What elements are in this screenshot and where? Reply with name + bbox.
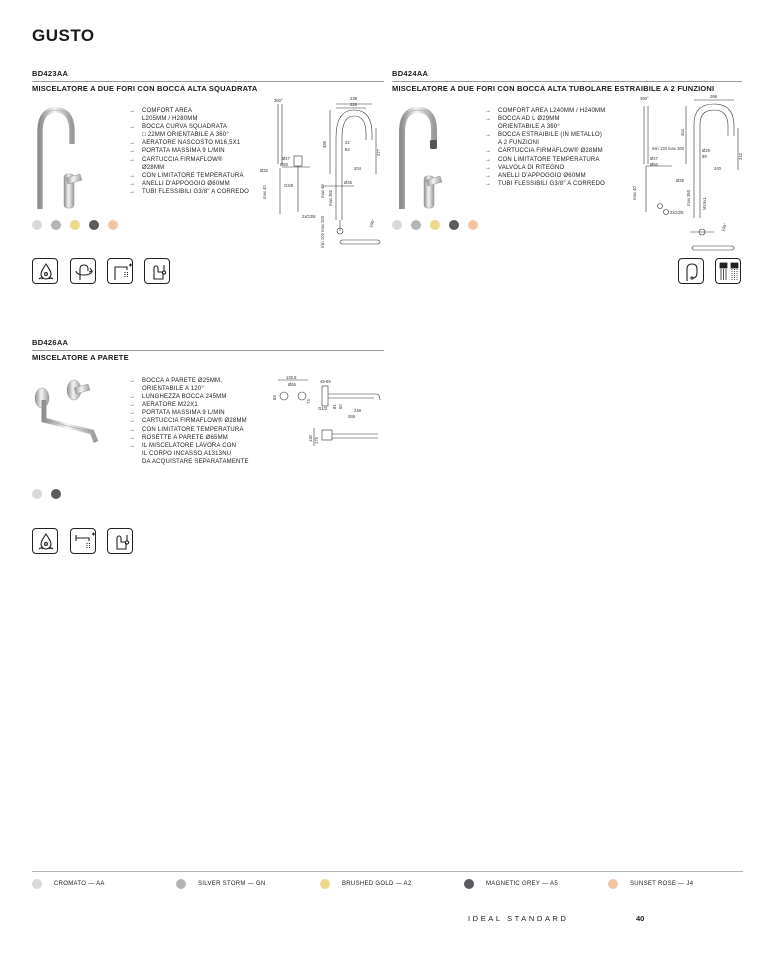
aerator-icon bbox=[70, 528, 96, 554]
drawing-label: 81 bbox=[332, 404, 337, 409]
temperature-limiter-icon bbox=[144, 258, 170, 284]
product-image-bd424aa bbox=[390, 104, 470, 214]
feature-item: → AERATORE M22X1 bbox=[129, 401, 249, 409]
drawing-label: 130 bbox=[308, 435, 313, 442]
feature-item: → COMFORT AREA L205MM / H280MM bbox=[129, 107, 249, 123]
drawing-label: Ø35 bbox=[676, 178, 684, 183]
drawing-label: 240 bbox=[714, 166, 721, 171]
divider bbox=[392, 81, 742, 82]
finish-swatch-brushed-gold bbox=[430, 220, 440, 230]
swivel-spout-icon bbox=[70, 258, 96, 284]
drawing-label: 60 bbox=[338, 404, 343, 409]
drawing-label: 242 bbox=[738, 153, 743, 160]
drawing-label: 360° bbox=[274, 98, 283, 103]
page-number: 40 bbox=[636, 914, 645, 923]
feature-item: → IL MISCELATORE LAVORA CON IL CORPO INCASSO A1313NU DA ACQUISTARE SEPARATAMENTE bbox=[129, 442, 249, 466]
feature-item: → CON LIMITATORE TEMPERATURA bbox=[129, 172, 249, 180]
drawing-label: 83 bbox=[272, 395, 277, 400]
feature-item: → BOCCA AD L Ø29MM ORIENTABILE A 360° bbox=[485, 115, 605, 131]
pull-out-hose-icon bbox=[678, 258, 704, 284]
drawing-label: Ø32 bbox=[260, 168, 268, 173]
feature-item: → CON LIMITATORE TEMPERATURA bbox=[129, 426, 249, 434]
feature-item: → PORTATA MASSIMA 9 L/MIN bbox=[129, 147, 249, 155]
product-name: MISCELATORE A DUE FORI CON BOCCA ALTA TUBOLARE ESTRAIBILE A 2 FUNZIONI bbox=[392, 84, 715, 93]
feature-item: → ROSETTE A PARETE Ø65MM bbox=[129, 434, 249, 442]
legend-label: BRUSHED GOLD — A2 bbox=[342, 881, 412, 887]
legend-label: SUNSET ROSE — J4 bbox=[630, 881, 694, 887]
drawing-label: max 350 bbox=[686, 189, 691, 206]
product-image-bd426aa bbox=[30, 376, 110, 456]
drawing-label: 360° bbox=[640, 96, 649, 101]
drawing-label: 2xG3/8 bbox=[302, 214, 316, 219]
legend-label: MAGNETIC GREY — A5 bbox=[486, 881, 558, 887]
finish-swatch-magnetic-grey bbox=[89, 220, 99, 230]
divider bbox=[32, 350, 384, 351]
drawing-label: Ø35 bbox=[344, 180, 352, 185]
drawing-label: 100° bbox=[368, 218, 376, 229]
drawing-label: 226 bbox=[350, 102, 357, 107]
drawing-label: 84 bbox=[345, 147, 350, 152]
finish-swatch-magnetic-grey bbox=[51, 489, 61, 499]
finish-swatch-cromato bbox=[32, 220, 42, 230]
water-saving-icon bbox=[32, 258, 58, 284]
drawing-label: max 40 bbox=[632, 186, 637, 200]
drawing-label: 2xG3/8 bbox=[670, 210, 684, 215]
finish-swatch-brushed-gold bbox=[70, 220, 80, 230]
legend-swatch-magnetic-grey bbox=[464, 879, 474, 889]
feature-item: → CARTUCCIA FIRMAFLOW® Ø28MM bbox=[129, 156, 249, 172]
finish-swatch-silver-storm bbox=[51, 220, 61, 230]
legend-swatch-sunset-rose bbox=[608, 879, 618, 889]
divider bbox=[32, 81, 384, 82]
drawing-label: 22 bbox=[345, 140, 350, 145]
feature-item: → TUBI FLESSIBILI G3/8" A CORREDO bbox=[129, 188, 249, 196]
page-title: GUSTO bbox=[32, 26, 95, 45]
finish-swatch-sunset-rose bbox=[108, 220, 118, 230]
technical-drawing-bd423aa bbox=[258, 94, 386, 250]
drawing-label: Ø47 bbox=[650, 156, 658, 161]
technical-drawing-bd424aa bbox=[628, 94, 746, 254]
drawing-label: Ø60 bbox=[650, 162, 658, 167]
drawing-label: max 40 bbox=[262, 185, 267, 199]
legend-swatch-silver-storm bbox=[176, 879, 186, 889]
drawing-label: max 350 bbox=[328, 189, 333, 206]
finish-swatch-silver-storm bbox=[411, 220, 421, 230]
drawing-label: 248 bbox=[354, 408, 361, 413]
finish-swatch-cromato bbox=[392, 220, 402, 230]
finish-swatch-cromato bbox=[32, 489, 42, 499]
product-name: MISCELATORE A DUE FORI CON BOCCA ALTA SQUADRATA bbox=[32, 84, 258, 93]
feature-item: → BOCCA A PARETE Ø25MM, ORIENTABILE A 120° bbox=[129, 377, 249, 393]
drawing-label: 100° bbox=[720, 222, 728, 233]
drawing-label: 269 bbox=[348, 414, 355, 419]
temperature-limiter-icon bbox=[107, 528, 133, 554]
legend-label: CROMATO — AA bbox=[54, 881, 105, 887]
finish-swatch-sunset-rose bbox=[468, 220, 478, 230]
drawing-label: 268 bbox=[710, 94, 717, 99]
drawing-label: 73 bbox=[306, 399, 311, 404]
drawing-label: 89 bbox=[702, 154, 707, 159]
drawing-label: Ø47 bbox=[282, 156, 290, 161]
finish-swatch-magnetic-grey bbox=[449, 220, 459, 230]
feature-item: → CON LIMITATORE TEMPERATURA bbox=[485, 156, 605, 164]
drawing-label: 204 bbox=[354, 166, 361, 171]
feature-item: → AERATORE NASCOSTO M16,5X1 bbox=[129, 139, 249, 147]
drawing-label: G3/8 bbox=[284, 183, 294, 188]
drawing-label: 395 bbox=[322, 141, 327, 148]
legend-swatch-cromato bbox=[32, 879, 42, 889]
drawing-label: 175 bbox=[314, 437, 319, 444]
feature-list bbox=[485, 107, 605, 188]
drawing-label: Ø29 bbox=[702, 148, 710, 153]
feature-item: → COMFORT AREA L240MM / H240MM bbox=[485, 107, 605, 115]
product-name: MISCELATORE A PARETE bbox=[32, 353, 129, 362]
brand-name: IDEAL STANDARD bbox=[468, 914, 569, 923]
drawing-label: Ø60 bbox=[280, 162, 288, 167]
feature-item: → ANELLI D'APPOGGIO Ø60MM bbox=[129, 180, 249, 188]
drawing-label: 132,8 bbox=[286, 375, 297, 380]
feature-item: → VALVOLA DI RITEGNO bbox=[485, 164, 605, 172]
drawing-label: max 40 bbox=[320, 184, 325, 198]
product-code: BD426AA bbox=[32, 338, 69, 347]
feature-item: → BOCCA CURVA SQUADRATA □ 22MM ORIENTABILE A 360° bbox=[129, 123, 249, 139]
legend-swatch-brushed-gold bbox=[320, 879, 330, 889]
drawing-label: M15x1 bbox=[702, 197, 707, 210]
feature-item: → BOCCA ESTRAIBILE (IN METALLO) A 2 FUNZIONI bbox=[485, 131, 605, 147]
drawing-label: G1/2 bbox=[318, 406, 328, 411]
drawing-label: 238 bbox=[350, 96, 357, 101]
feature-list bbox=[129, 107, 249, 196]
legend-label: SILVER STORM — GN bbox=[198, 881, 266, 887]
spray-functions-icon bbox=[715, 258, 741, 284]
water-saving-icon bbox=[32, 528, 58, 554]
feature-item: → CARTUCCIA FIRMAFLOW® Ø28MM bbox=[129, 417, 249, 425]
drawing-label: Ø65 bbox=[288, 382, 296, 387]
drawing-label: 49-69 bbox=[320, 379, 331, 384]
legend-divider bbox=[32, 871, 743, 872]
drawing-label: 464 bbox=[680, 129, 685, 136]
drawing-label: 277 bbox=[376, 149, 381, 156]
product-code: BD423AA bbox=[32, 69, 69, 78]
product-image-bd423aa bbox=[30, 104, 110, 214]
drawing-label: min 100 max 200 bbox=[320, 215, 325, 248]
technical-drawing-bd426aa bbox=[272, 374, 384, 450]
feature-item: → LUNGHEZZA BOCCA 245MM bbox=[129, 393, 249, 401]
feature-list bbox=[129, 377, 249, 466]
product-code: BD424AA bbox=[392, 69, 429, 78]
feature-item: → PORTATA MASSIMA 9 L/MIN bbox=[129, 409, 249, 417]
aerator-icon bbox=[107, 258, 133, 284]
feature-item: → TUBI FLESSIBILI G3/8" A CORREDO bbox=[485, 180, 605, 188]
feature-item: → ANELLI D'APPOGGIO Ø60MM bbox=[485, 172, 605, 180]
feature-item: → CARTUCCIA FIRMAFLOW® Ø28MM bbox=[485, 147, 605, 155]
drawing-label: min 130 max 300 bbox=[652, 146, 685, 151]
